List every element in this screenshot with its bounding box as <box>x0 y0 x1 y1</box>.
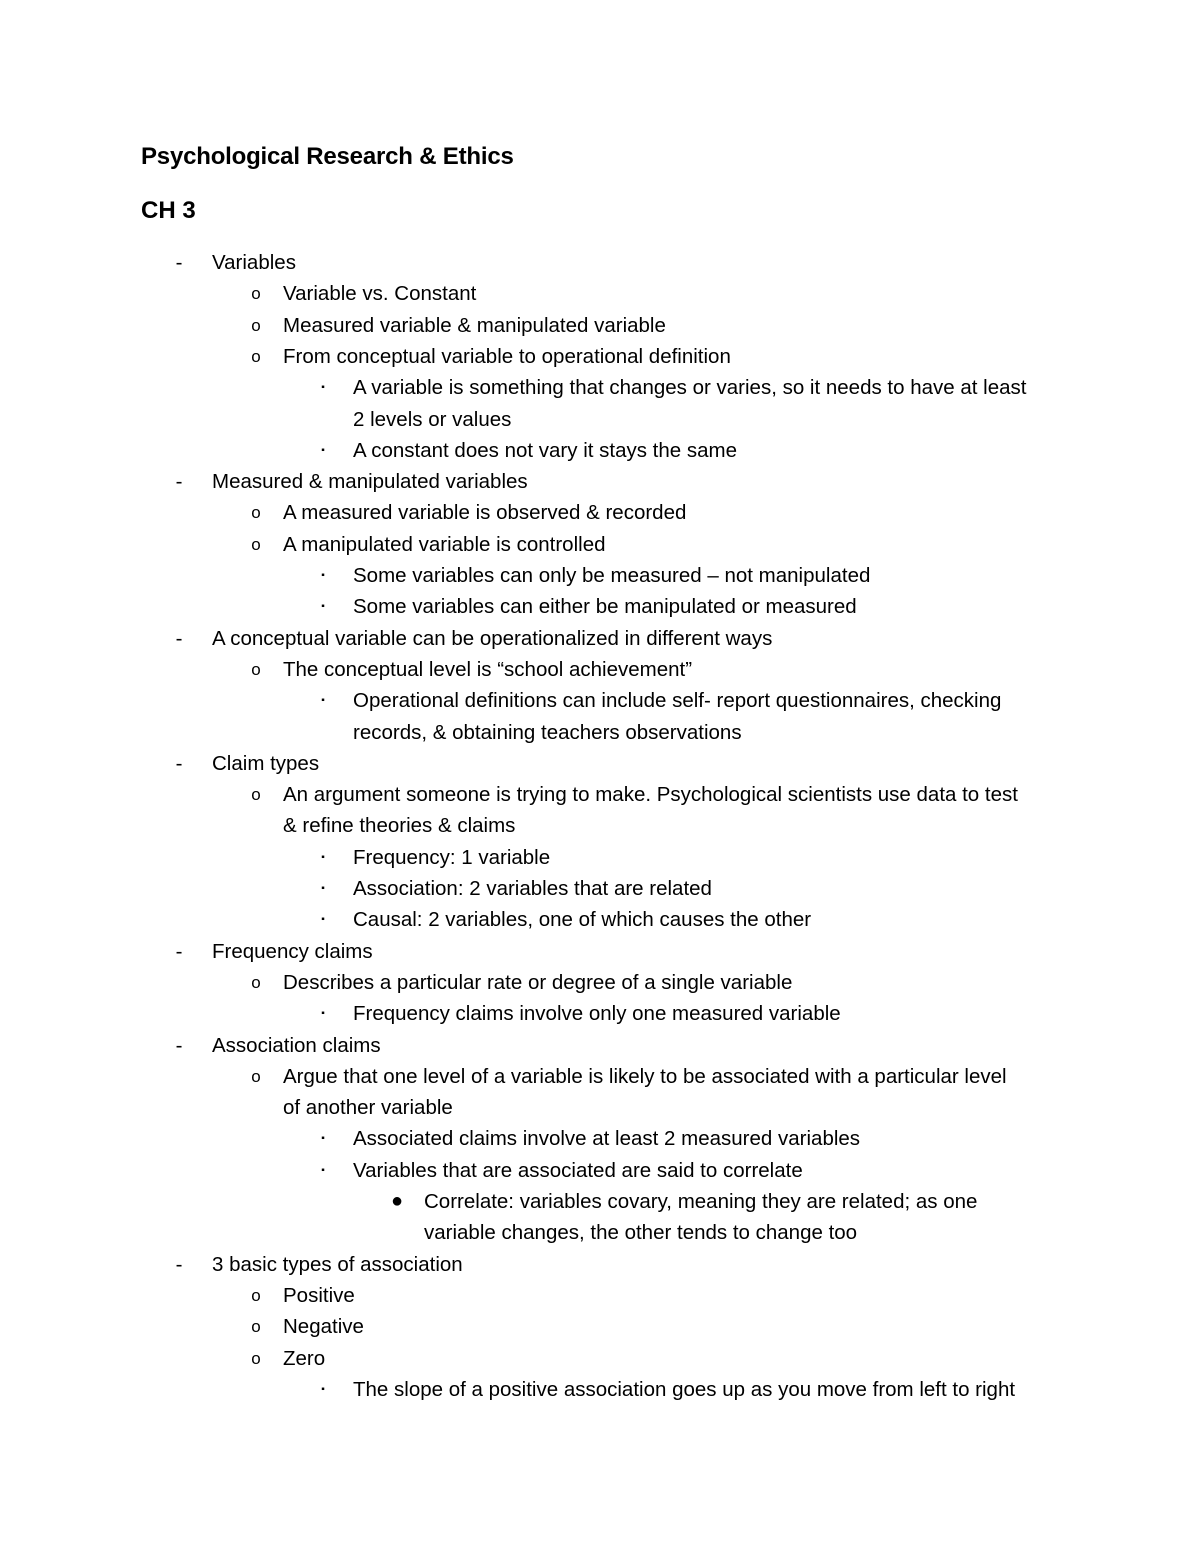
outline-line <box>0 341 1200 372</box>
outline-line <box>0 372 1200 403</box>
outline-text: Causal: 2 variables, one of which causes the other <box>353 908 812 932</box>
list-marker: o <box>251 1066 261 1086</box>
list-marker: ● <box>390 1190 404 1212</box>
list-marker: ▪ <box>321 570 325 581</box>
outline-line <box>0 842 1200 873</box>
outline-line <box>0 717 1200 748</box>
outline-text: A manipulated variable is controlled <box>283 532 606 556</box>
outline-text: From conceptual variable to operational definition <box>283 344 731 368</box>
list-marker: ▪ <box>321 1164 325 1176</box>
outline-line <box>0 685 1200 716</box>
outline-line <box>0 497 1200 528</box>
list-marker: - <box>175 470 183 494</box>
outline-line <box>0 1374 1200 1405</box>
outline-line <box>0 623 1200 654</box>
outline-text: 2 levels or values <box>353 407 512 431</box>
outline-text: Negative <box>283 1315 364 1339</box>
list-marker: o <box>251 1285 261 1305</box>
outline-text: Some variables can only be measured – not manipulated <box>353 564 871 587</box>
list-marker: ▪ <box>321 851 325 863</box>
outline-text: of another variable <box>283 1096 453 1120</box>
list-marker: o <box>251 284 261 304</box>
outline-line <box>0 873 1200 904</box>
list-marker: ▪ <box>321 1133 325 1145</box>
outline-text: Variables <box>212 251 296 274</box>
outline-text: Operational definitions can include self- report questionnaires, checking <box>353 689 1002 713</box>
outline-text: Correlate: variables covary, meaning they are related; as one <box>424 1190 978 1213</box>
outline-text: Argue that one level of a variable is likely to be associated with a particular level <box>283 1064 1007 1088</box>
outline-text: Measured variable & manipulated variable <box>283 313 666 337</box>
outline-text: Variable vs. Constant <box>283 282 477 306</box>
outline-line <box>0 435 1200 466</box>
list-marker: ▪ <box>321 1008 325 1020</box>
list-marker: ▪ <box>321 601 325 613</box>
outline-text: Variables that are associated are said to correlate <box>353 1158 803 1182</box>
outline-line <box>0 1280 1200 1311</box>
list-marker: o <box>251 346 261 366</box>
outline-line <box>0 1249 1200 1280</box>
outline-line <box>0 998 1200 1029</box>
list-marker: o <box>251 785 261 805</box>
outline-text: Positive <box>283 1283 355 1307</box>
list-marker: o <box>251 1317 261 1337</box>
outline-line <box>0 404 1200 435</box>
outline-text: Associated claims involve at least 2 measured variables <box>353 1127 861 1151</box>
list-marker: - <box>175 751 183 775</box>
outline-text: Frequency claims involve only one measured variable <box>353 1002 841 1026</box>
outline-line <box>0 1061 1200 1092</box>
chapter-heading: CH 3 <box>141 197 196 224</box>
outline-line <box>0 967 1200 998</box>
outline-line <box>0 779 1200 810</box>
outline-line <box>0 748 1200 779</box>
outline-line <box>0 1092 1200 1123</box>
list-marker: ▪ <box>321 695 325 707</box>
outline-text: Frequency: 1 variable <box>353 845 551 869</box>
outline-text: An argument someone is trying to make. Psychological scientists use data to test <box>283 783 1018 807</box>
outline-line <box>0 466 1200 497</box>
outline-text: Some variables can either be manipulated or measured <box>353 595 857 619</box>
outline-line <box>0 1343 1200 1374</box>
outline-line <box>0 1155 1200 1186</box>
outline-text: The slope of a positive association goes up as you move from left to right <box>353 1377 1016 1401</box>
list-marker: ▪ <box>321 914 325 926</box>
outline-text: The conceptual level is “school achievement” <box>283 657 693 681</box>
list-marker: o <box>251 315 261 335</box>
list-marker: o <box>251 659 261 679</box>
outline-text: 3 basic types of association <box>212 1252 463 1276</box>
outline-text: records, & obtaining teachers observations <box>353 720 742 744</box>
outline-text: Association: 2 variables that are related <box>353 877 712 900</box>
outline-text: A conceptual variable can be operationalized in different ways <box>212 626 773 650</box>
page-title: Psychological Research & Ethics <box>141 143 514 170</box>
outline-text: Association claims <box>212 1033 381 1057</box>
outline-line <box>0 810 1200 841</box>
outline-text: Describes a particular rate or degree of a single variable <box>283 970 793 994</box>
outline-line <box>0 1186 1200 1217</box>
outline-line <box>0 1123 1200 1154</box>
outline-line <box>0 529 1200 560</box>
outline-line <box>0 310 1200 341</box>
list-marker: ▪ <box>321 382 325 394</box>
list-marker: ▪ <box>321 1383 325 1395</box>
outline-line <box>0 1217 1200 1248</box>
list-marker: - <box>175 1033 183 1057</box>
outline-line <box>0 278 1200 309</box>
outline-line <box>0 654 1200 685</box>
outline-text: A variable is something that changes or varies, so it needs to have at least <box>353 376 1027 400</box>
outline-line <box>0 904 1200 935</box>
list-marker: - <box>175 626 183 650</box>
outline-text: Frequency claims <box>212 939 373 963</box>
list-marker: o <box>251 972 261 992</box>
outline-text: Measured & manipulated variables <box>212 470 528 494</box>
outline-text: A constant does not vary it stays the same <box>353 438 738 462</box>
list-marker: o <box>251 534 261 554</box>
list-marker: o <box>251 503 261 523</box>
list-marker: - <box>175 1252 183 1276</box>
outline-text: Zero <box>283 1346 326 1370</box>
list-marker: ▪ <box>321 883 325 894</box>
outline-text: Claim types <box>212 751 320 775</box>
list-marker: - <box>175 939 183 963</box>
outline-line <box>0 591 1200 622</box>
outline-line <box>0 247 1200 278</box>
outline-line <box>0 1030 1200 1061</box>
list-marker: - <box>175 251 183 274</box>
outline-text: A measured variable is observed & recorded <box>283 501 687 525</box>
outline-line <box>0 1311 1200 1342</box>
list-marker: ▪ <box>321 444 325 456</box>
list-marker: o <box>251 1348 261 1368</box>
outline-line <box>0 560 1200 591</box>
outline-text: & refine theories & claims <box>283 814 516 838</box>
outline-text: variable changes, the other tends to change too <box>424 1221 858 1245</box>
outline-line <box>0 936 1200 967</box>
